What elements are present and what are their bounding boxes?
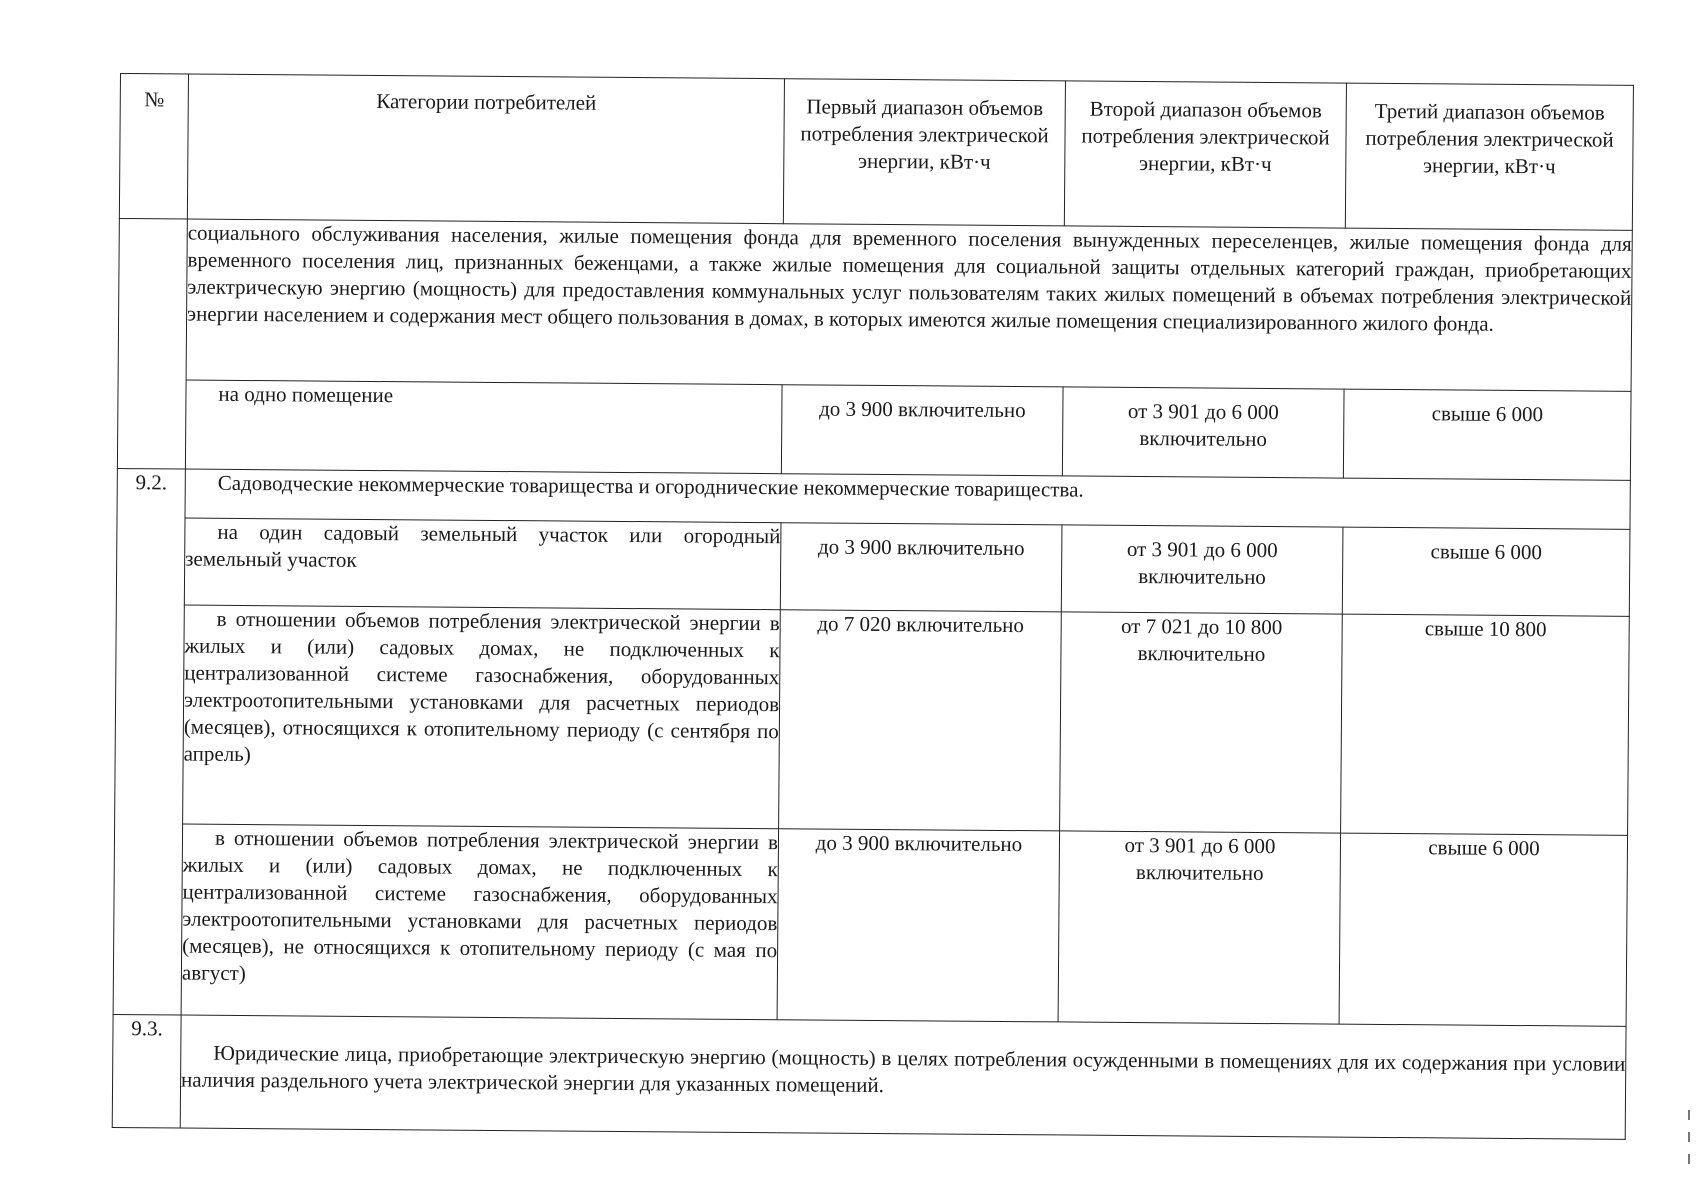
header-second-range: Второй диапазон объемов потребления электрической энергии, кВт·ч <box>1064 81 1346 228</box>
per-room-first-range: до 3 900 включительно <box>781 385 1063 476</box>
non-heating-season-label: в отношении объемов потребления электрической энергии в жилых и (или) садовых домах, не подключенных к централизованной системе газоснабжения, оборудованных электроотопительными установками для расчетных периодов (месяцев), не относящихся к отопительному периоду (с мая по август) <box>181 824 778 1020</box>
table-row-per-room <box>117 379 1631 480</box>
per-plot-label: на один садовый земельный участок или огородный земельный участок <box>184 518 781 610</box>
per-room-third-range: свыше 6 000 <box>1343 389 1631 480</box>
header-number: № <box>119 74 188 220</box>
scan-mark <box>1688 1110 1690 1120</box>
table-row-heating-season <box>115 604 1630 835</box>
continuation-text: социального обслуживания населения, жилые помещения фонда для временного поселения вынужденных переселенцев, жилые помещения фонда для временного поселения лиц, признанных беженцами, а также жилые помещения для социальной защиты отдельных категорий граждан, приобретающих электрическую энергию (мощность) для предоставления коммунальных услуг пользователям таких жилых помещений в объемах потребления электрической энергии населением и содержания мест общего пользования в домах, в которых имеются жилые помещения специализированного жилого фонда. <box>186 219 1632 391</box>
header-third-range: Третий диапазон объемов потребления электрической энергии, кВт·ч <box>1345 83 1633 230</box>
per-plot-first-range: до 3 900 включительно <box>780 523 1062 612</box>
table-row-per-plot <box>116 517 1630 616</box>
header-first-range: Первый диапазон объемов потребления электрической энергии, кВт·ч <box>783 79 1065 226</box>
non-heating-season-first-range: до 3 900 включительно <box>777 829 1059 1022</box>
scan-mark <box>1688 1154 1690 1164</box>
per-plot-second-range: от 3 901 до 6 000 включительно <box>1061 525 1343 614</box>
heating-season-third-range: свыше 10 800 <box>1341 614 1630 835</box>
heating-season-second-range: от 7 021 до 10 800 включительно <box>1060 612 1343 833</box>
row-number-9-3: 9.3. <box>112 1014 181 1128</box>
row-number-empty <box>117 218 187 469</box>
heating-season-label: в отношении объемов потребления электрической энергии в жилых и (или) садовых домах, не подключенных к централизованной системе газоснабжения, оборудованных электроотопительными установками для расчетных периодов (месяцев), относящихся к отопительному периоду (с сентября по апрель) <box>183 605 781 829</box>
table-header-row <box>119 74 1633 231</box>
per-room-second-range: от 3 901 до 6 000 включительно <box>1062 387 1344 478</box>
heating-season-first-range: до 7 020 включительно <box>779 610 1062 831</box>
non-heating-season-second-range: от 3 901 до 6 000 включительно <box>1058 831 1340 1024</box>
tariff-ranges-table <box>112 73 1634 1140</box>
scan-mark <box>1688 1132 1690 1142</box>
row-9-3-title: Юридические лица, приобретающие электрическую энергию (мощность) в целях потребления осужденными в помещениях для их содержания при условии наличия раздельного учета электрической энергии для указанных помещений. <box>180 1015 1626 1139</box>
scan-edge-marks <box>1688 1110 1691 1190</box>
table-row-non-heating-season <box>113 823 1627 1026</box>
header-consumer-categories: Категории потребителей <box>187 74 784 224</box>
row-number-9-2: 9.2. <box>113 468 185 1015</box>
non-heating-season-third-range: свыше 6 000 <box>1339 833 1627 1026</box>
per-plot-third-range: свыше 6 000 <box>1342 527 1630 616</box>
table-row-continuation <box>118 218 1632 391</box>
row-9-2-title: Садоводческие некоммерческие товарищества и огороднические некоммерческие товарищества. <box>185 469 1630 529</box>
per-room-label: на одно помещение <box>185 380 782 474</box>
table-row-9-3 <box>112 1014 1626 1139</box>
